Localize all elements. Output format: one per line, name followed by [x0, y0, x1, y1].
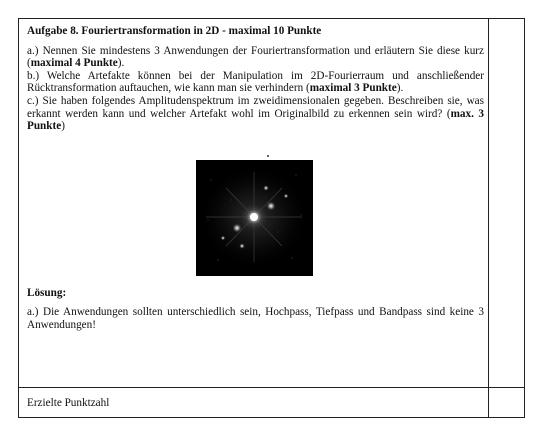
points-label: Erzielte Punktzahl	[27, 397, 110, 409]
score-column-divider	[488, 18, 489, 418]
question-b-points: maximal 3 Punkte	[309, 82, 397, 95]
task-title: Aufgabe 8. Fouriertransformation in 2D - maximal 10 Punkte	[27, 25, 322, 37]
amplitude-spectrum-image	[196, 160, 313, 276]
question-a-points: maximal 4 Punkte	[30, 57, 118, 70]
question-c: c.) Sie haben folgendes Amplitudenspektrum im zweidimensionalen gegeben. Beschreiben sie, was erkannt werden kann und welcher Artefakt wohl im Originalbild zu erkennen sein wird? (max. 3 Punkte)	[27, 94, 485, 133]
question-a: a.) Nennen Sie mindestens 3 Anwendungen der Fouriertransformation und erläutern Sie diese kurz (maximal 4 Punkte).	[27, 44, 484, 70]
score-row-divider	[18, 387, 525, 388]
question-c-points: max. 3 Punkte	[27, 107, 485, 133]
amplitude-spectrum-graphic	[196, 160, 313, 276]
solution-answer-a: a.) Die Anwendungen sollten unterschiedlich sein, Hochpass, Tiefpass und Bandpass sind keine 3 Anwendungen!	[27, 306, 484, 331]
task-content	[27, 25, 484, 133]
solution-heading: Lösung:	[27, 287, 67, 299]
question-b: b.) Welche Artefakte können bei der Manipulation im 2D-Fourierraum und anschließender Rücktransformation auftauchen, wie kann man sie verhindern (maximal 3 Punkte).	[27, 69, 484, 95]
stray-dot	[267, 155, 269, 157]
